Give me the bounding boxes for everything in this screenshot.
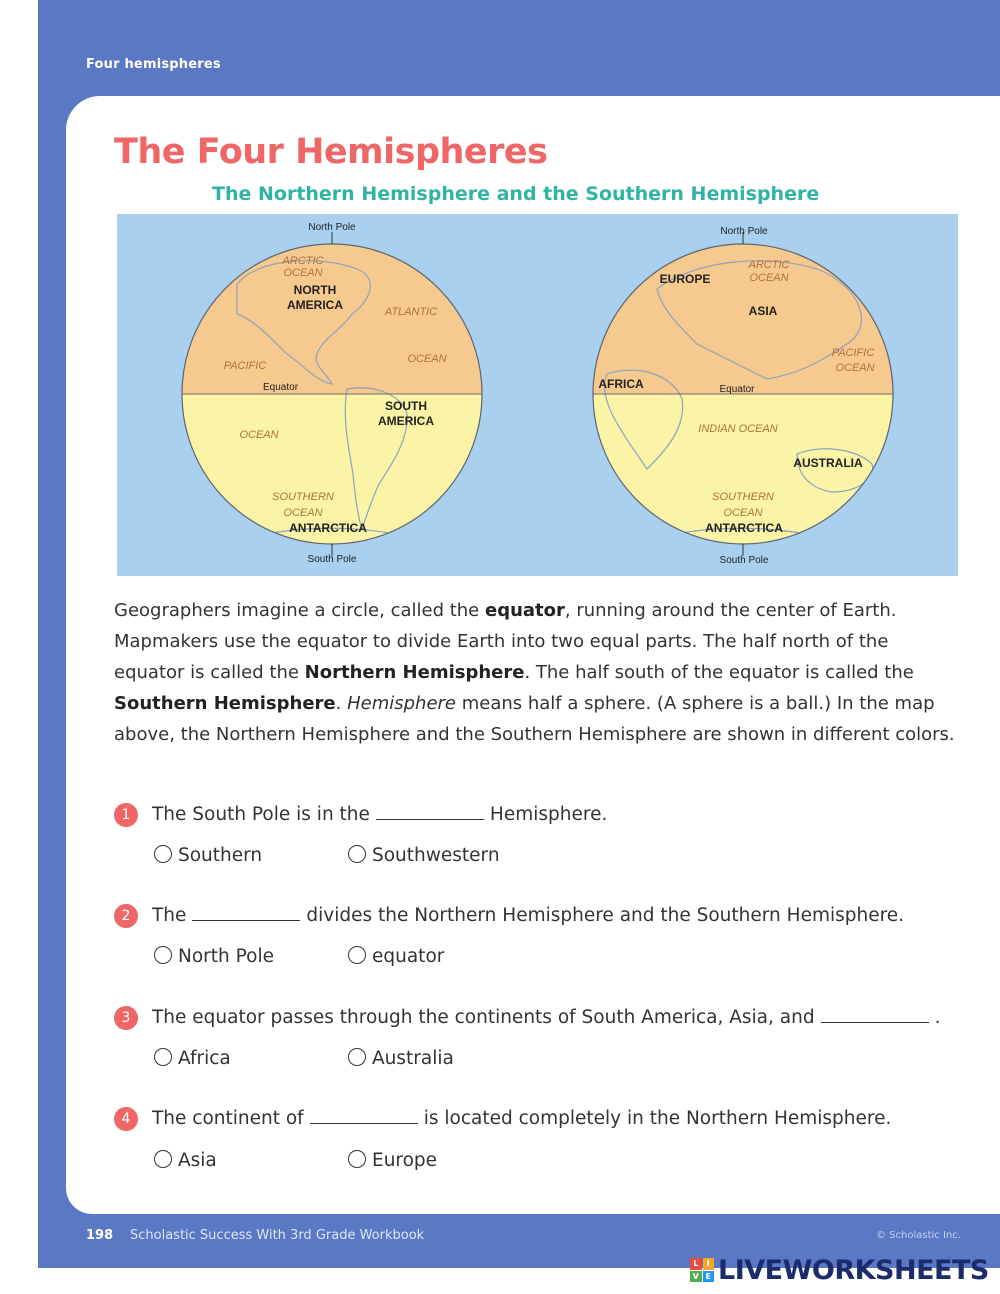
- right-southern-ocean-label-1: SOUTHERN: [712, 491, 774, 503]
- book-title: Scholastic Success With 3rd Grade Workbook: [130, 1228, 425, 1243]
- q1-option-southern[interactable]: [154, 845, 262, 866]
- south-america-label-2: AMERICA: [378, 414, 434, 428]
- question-text-after: Hemisphere.: [489, 804, 608, 825]
- radio-circle-icon[interactable]: [348, 946, 366, 964]
- left-arctic-label-2: OCEAN: [283, 267, 323, 279]
- liveworksheets-watermark: [690, 1254, 989, 1286]
- q3-option-africa[interactable]: [154, 1048, 231, 1069]
- right-south-pole-label: South Pole: [719, 555, 769, 566]
- hemisphere-map: [117, 214, 958, 576]
- option-label: Europe: [372, 1150, 438, 1171]
- question-number-badge: 4: [114, 1107, 138, 1131]
- left-equator-label: Equator: [263, 382, 299, 393]
- page-title: The Four Hemispheres: [114, 132, 548, 172]
- liveworksheets-logo-icon: [690, 1258, 714, 1282]
- answer-blank[interactable]: [192, 906, 300, 921]
- q3-option-australia[interactable]: [348, 1048, 454, 1069]
- radio-circle-icon[interactable]: [154, 1150, 172, 1168]
- pacific-label: PACIFIC: [223, 360, 267, 372]
- left-southern-ocean-label-2: OCEAN: [283, 507, 323, 519]
- right-north-pole-label: North Pole: [720, 226, 768, 237]
- logo-letter: E: [703, 1271, 715, 1283]
- radio-circle-icon[interactable]: [348, 1048, 366, 1066]
- question-number-badge: 1: [114, 803, 138, 827]
- term-southern-hemisphere: Southern Hemisphere: [114, 693, 336, 714]
- right-arctic-label-1: ARCTIC: [748, 259, 790, 271]
- explanation-paragraph: [114, 595, 960, 750]
- page-subtitle: The Northern Hemisphere and the Southern Hemisphere: [212, 183, 820, 205]
- question-text-before: The: [152, 905, 187, 926]
- north-america-label-2: AMERICA: [287, 298, 343, 312]
- question-text-before: The continent of: [152, 1108, 304, 1129]
- right-globe: [587, 226, 897, 566]
- q4-option-europe[interactable]: [348, 1150, 437, 1171]
- watermark-text: LIVEWORKSHEETS: [718, 1254, 989, 1286]
- option-label: Southwestern: [372, 845, 500, 866]
- paragraph-text-2: , running around the center of Earth. Mapmakers use the equator to divide Earth into two equal parts. The half north of the equator is called the: [114, 600, 897, 683]
- paragraph-text-3: . The half south of the equator is called the: [524, 662, 914, 683]
- term-equator: equator: [484, 600, 565, 621]
- question-text-after: .: [934, 1007, 941, 1028]
- right-pacific-label-2: OCEAN: [835, 362, 875, 374]
- left-south-pole-label: South Pole: [307, 554, 357, 565]
- question-text-after: divides the Northern Hemisphere and the Southern Hemisphere.: [306, 905, 905, 926]
- left-antarctica-label: ANTARCTICA: [289, 521, 367, 535]
- right-arctic-label-2: OCEAN: [749, 272, 789, 284]
- question-text-before: The South Pole is in the: [152, 804, 370, 825]
- right-pacific-label-1: PACIFIC: [831, 347, 875, 359]
- section-label: Four hemispheres: [86, 57, 221, 72]
- left-ocean-label-right: OCEAN: [407, 353, 447, 365]
- question-number-badge: 3: [114, 1006, 138, 1030]
- question-text-before: The equator passes through the continents of South America, Asia, and: [152, 1007, 815, 1028]
- africa-label: AFRICA: [598, 377, 644, 391]
- option-label: Africa: [178, 1048, 231, 1069]
- indian-ocean-label: INDIAN OCEAN: [698, 423, 778, 435]
- left-ocean-label-left: OCEAN: [239, 429, 279, 441]
- paragraph-text-4: .: [335, 693, 348, 714]
- answer-blank[interactable]: [376, 805, 484, 820]
- australia-label: AUSTRALIA: [793, 456, 863, 470]
- option-label: equator: [372, 946, 445, 967]
- q1-option-southwestern[interactable]: [348, 845, 500, 866]
- page-number: 198: [86, 1228, 114, 1243]
- q2-option-north-pole[interactable]: [154, 946, 274, 967]
- south-america-label-1: SOUTH: [385, 399, 427, 413]
- question-text-after: is located completely in the Northern Hemisphere.: [423, 1108, 892, 1129]
- radio-circle-icon[interactable]: [348, 1150, 366, 1168]
- left-arctic-label-1: ARCTIC: [282, 255, 324, 267]
- option-label: North Pole: [178, 946, 274, 967]
- north-america-label-1: NORTH: [293, 283, 337, 297]
- radio-circle-icon[interactable]: [154, 946, 172, 964]
- logo-letter: V: [690, 1271, 702, 1283]
- q2-option-equator[interactable]: [348, 946, 444, 967]
- term-northern-hemisphere: Northern Hemisphere: [304, 662, 525, 683]
- answer-blank[interactable]: [821, 1008, 929, 1023]
- radio-circle-icon[interactable]: [154, 1048, 172, 1066]
- radio-circle-icon[interactable]: [154, 845, 172, 863]
- option-label: Southern: [178, 845, 263, 866]
- paragraph-text-1: Geographers imagine a circle, called the: [114, 600, 485, 621]
- logo-letter: L: [690, 1258, 702, 1270]
- question-number-badge: 2: [114, 904, 138, 928]
- right-equator-label: Equator: [719, 384, 755, 395]
- answer-blank[interactable]: [310, 1109, 418, 1124]
- option-label: Australia: [372, 1048, 454, 1069]
- left-southern-ocean-label-1: SOUTHERN: [272, 491, 334, 503]
- right-southern-ocean-label-2: OCEAN: [723, 507, 763, 519]
- atlantic-label: ATLANTIC: [384, 306, 438, 318]
- europe-label: EUROPE: [659, 272, 711, 286]
- paragraph-text-5: means half a sphere. (A sphere is a ball.) In the map above, the Northern Hemisphere and the Southern Hemisphere are shown in different colors.: [114, 693, 955, 745]
- option-label: Asia: [178, 1150, 217, 1171]
- asia-label: ASIA: [748, 304, 778, 318]
- right-antarctica-label: ANTARCTICA: [705, 521, 783, 535]
- left-globe: [177, 222, 487, 565]
- term-hemisphere: Hemisphere: [347, 693, 456, 714]
- copyright: © Scholastic Inc.: [876, 1230, 961, 1241]
- left-north-pole-label: North Pole: [308, 222, 356, 233]
- radio-circle-icon[interactable]: [348, 845, 366, 863]
- logo-letter: I: [703, 1258, 715, 1270]
- q4-option-asia[interactable]: [154, 1150, 217, 1171]
